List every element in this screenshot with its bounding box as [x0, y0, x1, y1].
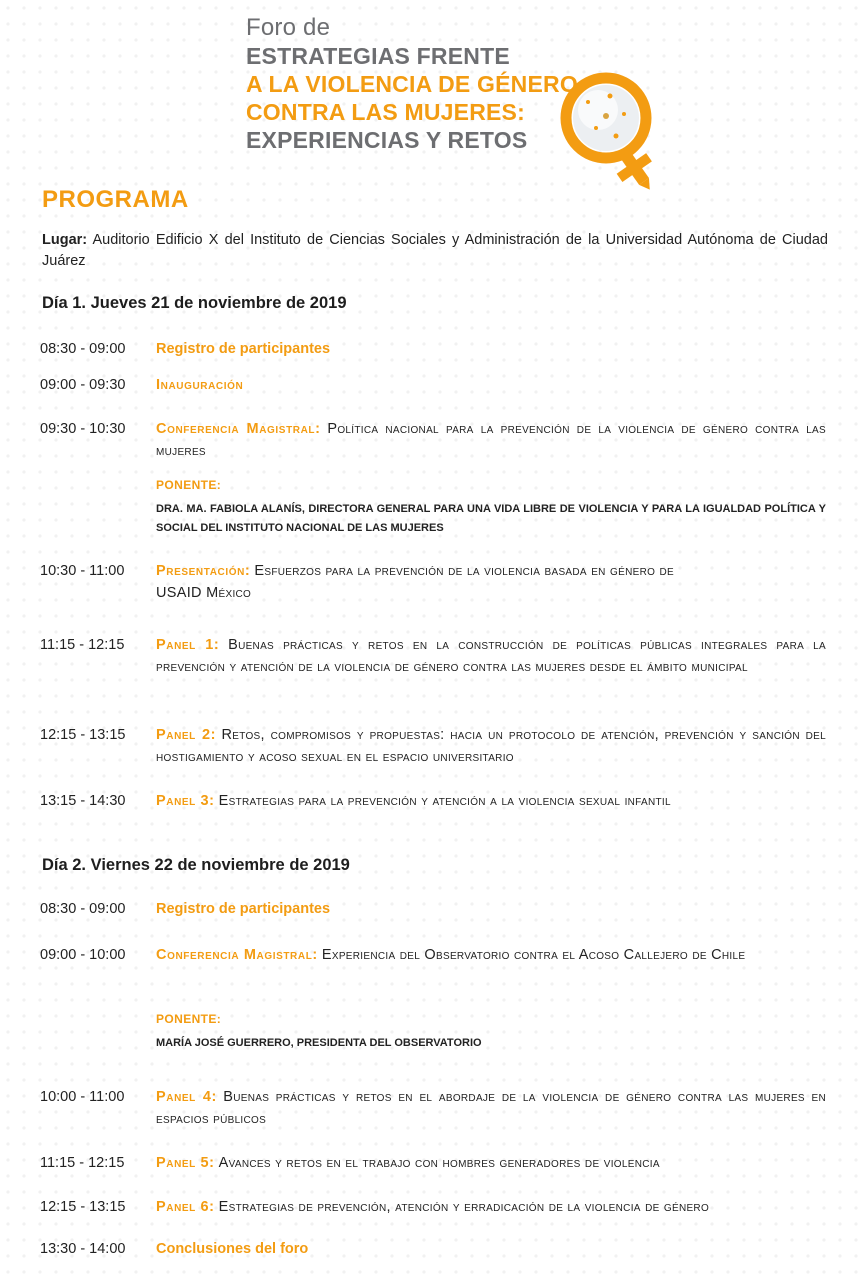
title-line-1: Foro de [246, 14, 331, 41]
activity-text: Estrategias para la prevención y atención a la violencia sexual infantil [218, 793, 671, 809]
venue-text: Auditorio Edificio X del Instituto de Ciencias Sociales y Administración de la Universidad Autónoma de Ciudad Juárez [42, 232, 828, 269]
title-line-3: A LA VIOLENCIA DE GÉNERO [246, 71, 578, 97]
activity-text: Buenas prácticas y retos en la construcción de políticas públicas integrales para la prevención y atención de la violencia de género contra las mujeres desde el ámbito municipal [156, 637, 826, 675]
time: 11:15 - 12:15 [40, 637, 125, 653]
title-line-5: EXPERIENCIAS Y RETOS [246, 127, 528, 153]
female-symbol-pencil-icon [548, 66, 678, 190]
speaker-label: PONENTE: [156, 1012, 222, 1026]
activity-label: Panel 6: [156, 1199, 215, 1215]
activity-label: Presentación: [156, 563, 251, 579]
program-title: PROGRAMA [42, 186, 189, 213]
forum-title [246, 14, 578, 154]
activity-title: Conclusiones del foro [156, 1241, 309, 1257]
activity-title: Inauguración [156, 377, 244, 393]
time: 09:00 - 10:00 [40, 947, 126, 963]
day1-title: Día 1. Jueves 21 de noviembre de 2019 [42, 294, 347, 312]
activity-label: Panel 1: [156, 637, 220, 653]
title-line-2: ESTRATEGIAS FRENTE [246, 43, 510, 69]
activity-text: Estrategias de prevención, atención y erradicación de la violencia de género [218, 1199, 710, 1215]
title-line-4: CONTRA LAS MUJERES: [246, 99, 525, 125]
speaker: MARÍA JOSÉ GUERRERO, PRESIDENTA DEL OBSERVATORIO [156, 1037, 482, 1049]
venue-label: Lugar: [42, 232, 88, 248]
time: 12:15 - 13:15 [40, 727, 126, 743]
activity-text: Esfuerzos para la prevención de la violencia basada en género de [254, 563, 674, 579]
time: 08:30 - 09:00 [40, 341, 126, 357]
activity-label: Panel 5: [156, 1155, 215, 1171]
activity-label: Panel 3: [156, 793, 215, 809]
time: 13:30 - 14:00 [40, 1241, 126, 1257]
activity-text: Avances y retos en el trabajo con hombres generadores de violencia [218, 1155, 660, 1171]
activity-text: Buenas prácticas y retos en el abordaje de la violencia de género contra las mujeres en espacios públicos [156, 1089, 826, 1127]
activity-label: Panel 2: [156, 727, 217, 743]
activity-label: Panel 4: [156, 1089, 217, 1105]
activity-text-2: USAID México [156, 585, 252, 601]
speaker-label: PONENTE: [156, 478, 222, 492]
time: 12:15 - 13:15 [40, 1199, 126, 1215]
activity-title: Registro de participantes [156, 901, 331, 917]
activity-label: Conferencia Magistral: [156, 947, 318, 963]
activity-text: Retos, compromisos y propuestas: hacia un protocolo de atención, prevención y sanción del hostigamiento y acoso sexual en el espacio universitario [156, 727, 827, 765]
time: 11:15 - 12:15 [40, 1155, 125, 1171]
time: 10:30 - 11:00 [40, 563, 125, 579]
time: 09:00 - 09:30 [40, 377, 126, 393]
time: 08:30 - 09:00 [40, 901, 126, 917]
day2-title: Día 2. Viernes 22 de noviembre de 2019 [42, 856, 350, 874]
activity-text: Política nacional para la prevención de la violencia de género contra las mujeres [156, 421, 826, 459]
activity-label: Conferencia Magistral: [156, 421, 321, 437]
activity-text: Experiencia del Observatorio contra el Acoso Callejero de Chile [321, 947, 746, 963]
time: 09:30 - 10:30 [40, 421, 126, 437]
activity-title: Registro de participantes [156, 341, 331, 357]
time: 13:15 - 14:30 [40, 793, 126, 809]
speaker: DRA. MA. FABIOLA ALANÍS, DIRECTORA GENERAL PARA UNA VIDA LIBRE DE VIOLENCIA Y PARA LA IGUALDAD POLÍTICA Y SOCIAL DEL INSTITUTO NACIONAL DE LAS MUJERES [156, 503, 826, 534]
venue [42, 230, 828, 272]
time: 10:00 - 11:00 [40, 1089, 125, 1105]
